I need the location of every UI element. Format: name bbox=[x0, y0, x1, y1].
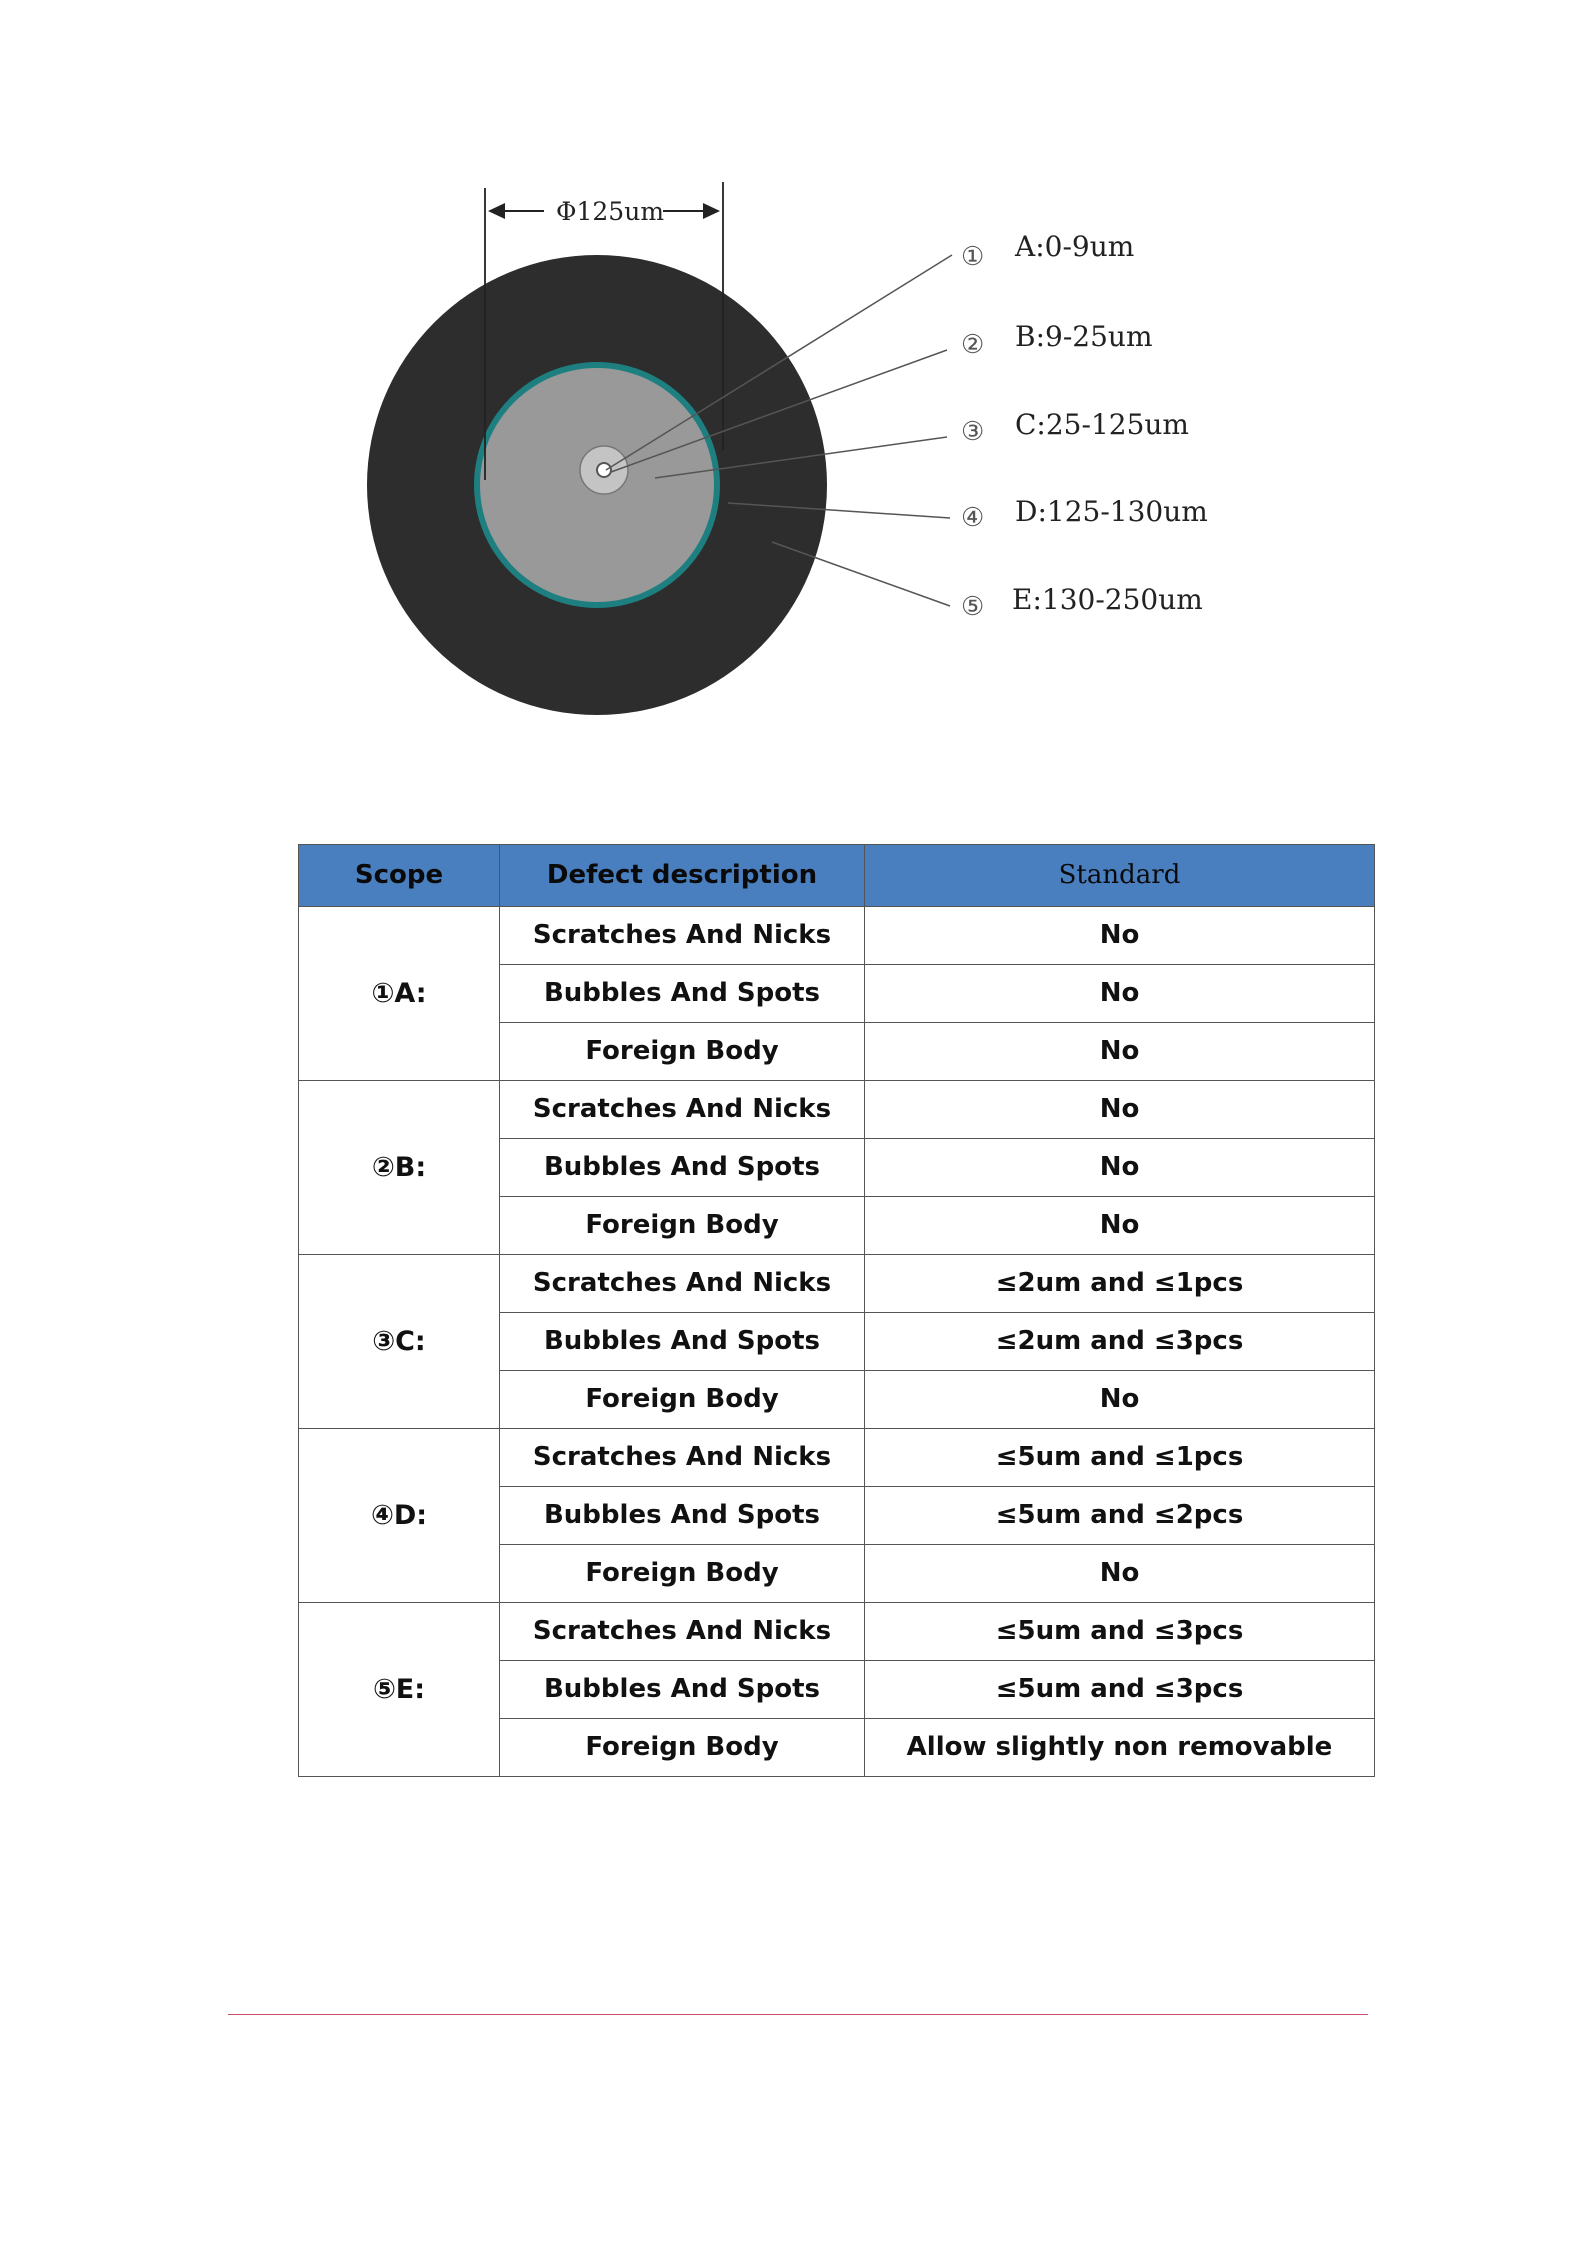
standard-cell: No bbox=[865, 965, 1375, 1023]
core-inner-circle bbox=[597, 463, 611, 477]
standard-cell: Allow slightly non removable bbox=[865, 1719, 1375, 1777]
zone-label-b bbox=[961, 320, 1153, 360]
defect-cell: Scratches And Nicks bbox=[500, 1603, 865, 1661]
standard-cell: No bbox=[865, 907, 1375, 965]
zone-number: ④ bbox=[961, 503, 985, 533]
header-scope: Scope bbox=[299, 845, 500, 907]
defect-cell: Foreign Body bbox=[500, 1371, 865, 1429]
defect-cell: Bubbles And Spots bbox=[500, 1487, 865, 1545]
standard-cell: No bbox=[865, 1081, 1375, 1139]
defect-cell: Foreign Body bbox=[500, 1197, 865, 1255]
standard-cell: No bbox=[865, 1023, 1375, 1081]
defect-cell: Scratches And Nicks bbox=[500, 1255, 865, 1313]
scope-cell: ③C: bbox=[299, 1255, 500, 1429]
standard-cell: ≤5um and ≤3pcs bbox=[865, 1603, 1375, 1661]
standard-cell: ≤2um and ≤3pcs bbox=[865, 1313, 1375, 1371]
defect-cell: Scratches And Nicks bbox=[500, 1081, 865, 1139]
zone-number: ⑤ bbox=[961, 592, 985, 622]
standard-cell: No bbox=[865, 1197, 1375, 1255]
defect-cell: Foreign Body bbox=[500, 1719, 865, 1777]
fiber-cross-section-diagram bbox=[0, 0, 1587, 760]
zone-label-e bbox=[961, 583, 1203, 622]
table-row bbox=[299, 1603, 1375, 1661]
dim-arrowhead-right bbox=[703, 203, 720, 219]
table-row bbox=[299, 1255, 1375, 1313]
defect-cell: Bubbles And Spots bbox=[500, 1661, 865, 1719]
header-defect-description: Defect description bbox=[500, 845, 865, 907]
zone-label-a bbox=[961, 230, 1134, 272]
zone-text: A:0-9um bbox=[1015, 230, 1135, 263]
zone-text: E:130-250um bbox=[1012, 583, 1203, 616]
dimension-label: Φ125um bbox=[556, 197, 665, 226]
table-row bbox=[299, 907, 1375, 965]
zone-number: ② bbox=[961, 330, 985, 360]
defect-cell: Scratches And Nicks bbox=[500, 1429, 865, 1487]
standard-cell: ≤5um and ≤1pcs bbox=[865, 1429, 1375, 1487]
standard-cell: No bbox=[865, 1139, 1375, 1197]
standard-cell: No bbox=[865, 1371, 1375, 1429]
scope-cell: ⑤E: bbox=[299, 1603, 500, 1777]
defect-cell: Bubbles And Spots bbox=[500, 965, 865, 1023]
scope-cell: ②B: bbox=[299, 1081, 500, 1255]
zone-text: B:9-25um bbox=[1015, 320, 1153, 353]
defect-cell: Bubbles And Spots bbox=[500, 1139, 865, 1197]
footer-divider bbox=[228, 2014, 1368, 2015]
standard-cell: ≤5um and ≤2pcs bbox=[865, 1487, 1375, 1545]
defect-standards-table bbox=[298, 844, 1375, 1777]
scope-cell: ④D: bbox=[299, 1429, 500, 1603]
standard-cell: ≤5um and ≤3pcs bbox=[865, 1661, 1375, 1719]
defect-cell: Foreign Body bbox=[500, 1023, 865, 1081]
header-standard: Standard bbox=[865, 845, 1375, 907]
defect-cell: Foreign Body bbox=[500, 1545, 865, 1603]
defect-cell: Bubbles And Spots bbox=[500, 1313, 865, 1371]
table-row bbox=[299, 1081, 1375, 1139]
zone-text: C:25-125um bbox=[1015, 408, 1189, 441]
zone-number: ③ bbox=[961, 417, 985, 447]
scope-cell: ①A: bbox=[299, 907, 500, 1081]
zone-label-d bbox=[961, 495, 1208, 533]
standard-cell: ≤2um and ≤1pcs bbox=[865, 1255, 1375, 1313]
zone-label-c bbox=[961, 408, 1189, 447]
zone-text: D:125-130um bbox=[1015, 495, 1208, 528]
table-row bbox=[299, 1429, 1375, 1487]
defect-cell: Scratches And Nicks bbox=[500, 907, 865, 965]
zone-number: ① bbox=[961, 242, 985, 272]
table-header-row bbox=[299, 845, 1375, 907]
standard-cell: No bbox=[865, 1545, 1375, 1603]
dim-arrowhead-left bbox=[488, 203, 505, 219]
